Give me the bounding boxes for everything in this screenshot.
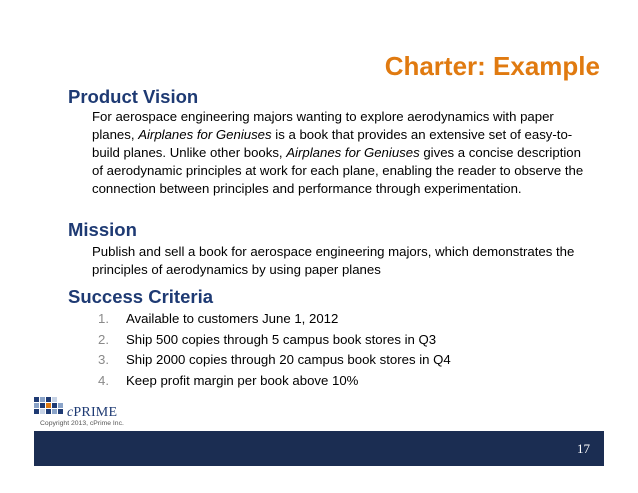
copyright-text: Copyright 2013, cPrime Inc. bbox=[40, 420, 124, 427]
slide-title: Charter: Example bbox=[384, 51, 600, 81]
list-item bbox=[92, 330, 451, 351]
list-item-text: Keep profit margin per book above 10% bbox=[126, 372, 359, 388]
list-item bbox=[92, 350, 451, 371]
vision-book-title-1: Airplanes for Geniuses bbox=[138, 127, 272, 142]
mission-heading: Mission bbox=[68, 219, 137, 240]
product-vision-text bbox=[92, 108, 592, 198]
success-criteria-heading: Success Criteria bbox=[68, 286, 214, 307]
vision-book-title-2: Airplanes for Geniuses bbox=[286, 145, 420, 160]
list-item bbox=[92, 371, 451, 392]
logo-c: c bbox=[67, 405, 74, 420]
list-item-text: Ship 500 copies through 5 campus book stores in Q3 bbox=[126, 331, 437, 347]
vision-text-3: gives a concise description of aerodynamic principles at work for each plane, enabling the reader to observe the connection between principles and performance through experimentation. bbox=[92, 145, 584, 196]
success-criteria-list bbox=[92, 309, 451, 391]
product-vision-heading: Product Vision bbox=[68, 86, 199, 107]
mission-text: Publish and sell a book for aerospace engineering majors, which demonstrates the principles of aerodynamics by using paper planes bbox=[92, 244, 575, 277]
cprime-logo-text bbox=[67, 405, 117, 421]
vision-text-2: is a book that provides an extensive set of easy-to-build planes. Unlike other books, bbox=[92, 127, 573, 160]
list-item-number: 3. bbox=[98, 352, 109, 367]
list-item bbox=[92, 309, 451, 330]
list-item-text: Ship 2000 copies through 20 campus book stores in Q4 bbox=[126, 352, 451, 367]
list-item-text: Available to customers June 1, 2012 bbox=[126, 311, 339, 326]
list-item-number: 2. bbox=[98, 331, 109, 347]
page-number: 17 bbox=[577, 441, 590, 456]
footer-bar bbox=[34, 431, 604, 466]
list-item-number: 1. bbox=[98, 311, 109, 326]
list-item-number: 4. bbox=[98, 372, 109, 388]
vision-text-1: For aerospace engineering majors wanting to explore aerodynamics with paper planes, bbox=[92, 109, 554, 142]
logo-prime: PRIME bbox=[73, 405, 118, 420]
